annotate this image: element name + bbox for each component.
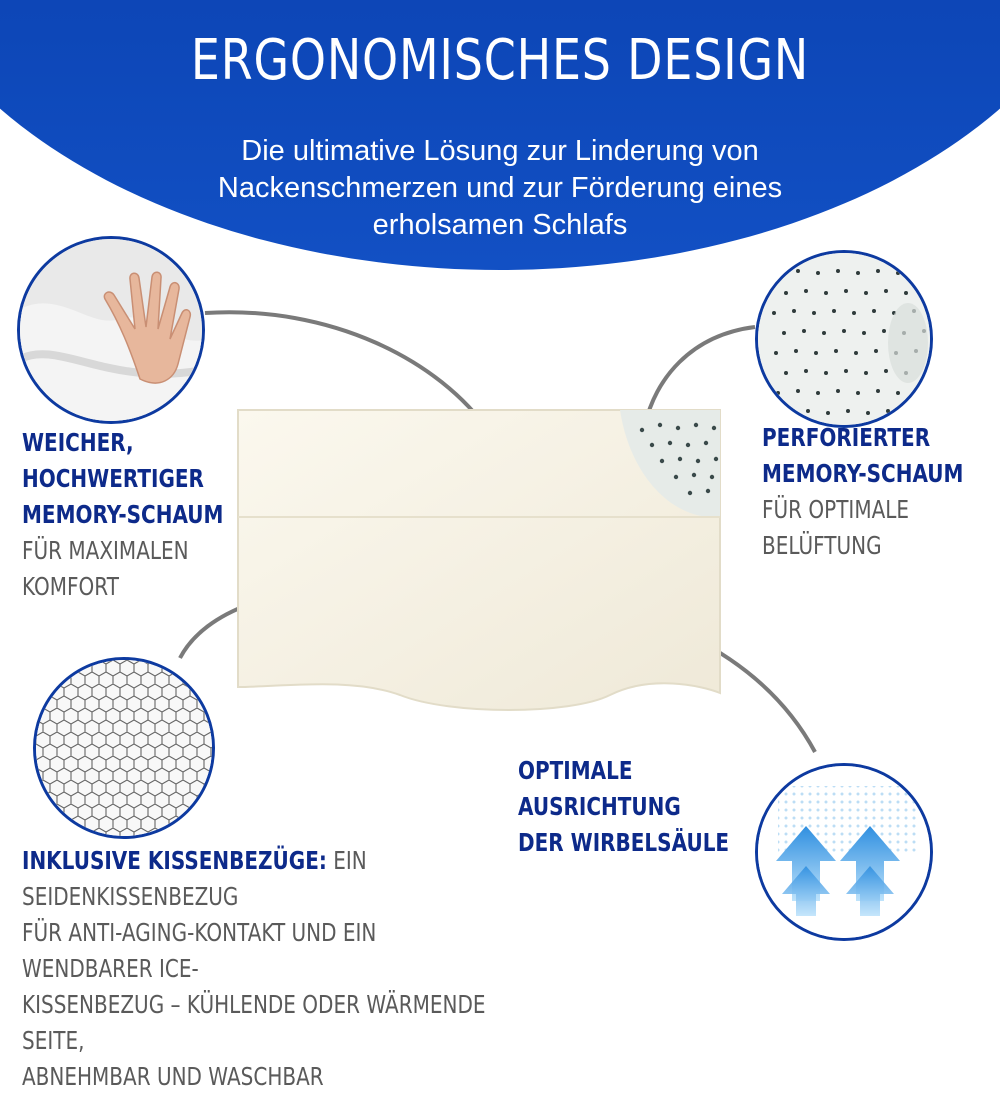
page-subtitle: Die ultimative Lösung zur Linderung von Nackenschmerzen und zur Förderung eines erholsamen Schlafs	[217, 135, 783, 241]
perforated-circle	[755, 250, 933, 428]
memory-foam-desc-2: KOMFORT	[22, 572, 119, 601]
memory-foam-heading-1: WEICHER,	[22, 428, 134, 457]
page-title: ERGONOMISCHES DESIGN	[190, 28, 810, 93]
hexagon-mesh-icon	[36, 660, 215, 839]
alignment-heading-1: OPTIMALE AUSRICHTUNG	[518, 756, 681, 821]
airflow-arrows-icon	[758, 766, 933, 941]
mesh-circle	[33, 657, 215, 839]
alignment-heading-2: DER WIRBELSÄULE	[518, 828, 730, 857]
covers-line-1	[22, 843, 510, 915]
covers-line-1-rest: EIN SEIDENKISSENBEZUG	[22, 846, 367, 911]
perforated-foam-icon	[758, 253, 933, 428]
memory-foam-heading-2: HOCHWERTIGER	[22, 464, 204, 493]
memory-foam-desc-1: FÜR MAXIMALEN	[22, 536, 189, 565]
callout-alignment	[518, 753, 782, 861]
callout-perforated	[762, 420, 970, 564]
perforated-heading-2: MEMORY-SCHAUM	[762, 459, 964, 488]
covers-line-3: KISSENBEZUG – KÜHLENDE ODER WÄRMENDE SEITE,	[22, 990, 486, 1055]
perforated-desc-1: FÜR OPTIMALE	[762, 495, 910, 524]
pillow-image	[230, 395, 750, 725]
callout-covers	[22, 843, 510, 1095]
callout-memory-foam	[22, 425, 230, 605]
memory-foam-heading-3: MEMORY-SCHAUM	[22, 500, 224, 529]
memory-foam-circle	[17, 236, 205, 424]
covers-line-2: FÜR ANTI-AGING-KONTAKT UND EIN WENDBARER ICE-	[22, 918, 377, 983]
hand-pressing-foam-icon	[20, 239, 205, 424]
perforated-heading-1: PERFORIERTER	[762, 423, 931, 452]
covers-line-4: ABNEHMBAR UND WASCHBAR	[22, 1062, 324, 1091]
perforated-desc-2: BELÜFTUNG	[762, 531, 882, 560]
covers-heading: INKLUSIVE KISSENBEZÜGE:	[22, 846, 327, 875]
